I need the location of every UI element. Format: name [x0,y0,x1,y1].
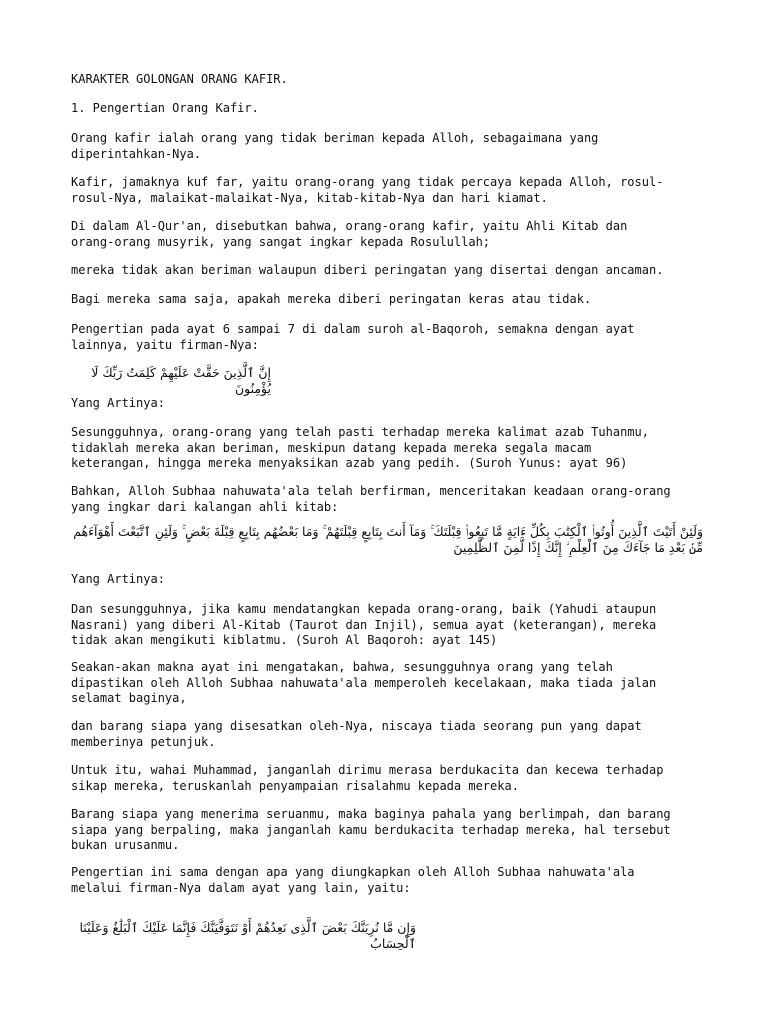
arabic-verse: إِنَّ ٱلَّذِينَ حَقَّتْ عَلَيْهِمْ كَلِمَتُ رَبِّكَ لَا يُؤْمِنُونَ [91,365,271,396]
arabic-verse: وَلَئِنْ أَتَيْتَ ٱلَّذِينَ أُوتُوا۟ ٱلْكِتَٰبَ بِكُلِّ ءَايَةٍ مَّا تَبِعُوا۟ قِبْلَتَكَ ۚ وَمَآ أَنتَ بِتَابِعٍ قِبْلَتَهُمْ ۚ وَمَا بَعْضُهُم بِتَابِعٍ قِبْلَةَ بَعْضٍ ۚ وَلَئِنِ ٱتَّبَعْتَ أَهْوَآءَهُم مِّنۢ بَعْدِ مَا جَآءَكَ مِنَ ٱلْعِلْمِ ۙ إِنَّكَ إِذًا لَّمِنَ ٱلظَّٰلِمِينَ [73,524,703,555]
paragraph: Kafir, jamaknya kuf far, yaitu orang-orang yang tidak percaya kepada Alloh, rosul- rosul-Nya, malaikat-malaikat-Nya, kitab-kitab-Nya dan hari kiamat. [71,175,664,205]
translation-label: Yang Artinya: [71,572,165,586]
paragraph: dan barang siapa yang disesatkan oleh-Nya, niscaya tiada seorang pun yang dapat memberinya petunjuk. [71,719,642,749]
paragraph: Pengertian pada ayat 6 sampai 7 di dalam suroh al-Baqoroh, semakna dengan ayat lainnya, yaitu firman-Nya: [71,322,635,352]
arabic-verse: وَإِن مَّا نُرِيَنَّكَ بَعْضَ ٱلَّذِى نَعِدُهُمْ أَوْ نَتَوَفَّيَنَّكَ فَإِنَّمَا عَلَيْكَ ٱلْبَلَٰغُ وَعَلَيْنَا ٱلْحِسَابُ [79,920,416,951]
translation-label: Yang Artinya: [71,396,165,410]
document-title: KARAKTER GOLONGAN ORANG KAFIR. [71,72,288,86]
paragraph: Sesungguhnya, orang-orang yang telah pasti terhadap mereka kalimat azab Tuhanmu, tidaklah mereka akan beriman, meskipun datang kepada mereka segala macam keterangan, hingga mereka menyaksikan azab yang pedih. (Suroh Yunus: ayat 96) [71,425,649,470]
section-heading: 1. Pengertian Orang Kafir. [71,101,259,115]
paragraph: mereka tidak akan beriman walaupun diberi peringatan yang disertai dengan ancaman. [71,263,664,277]
paragraph: Bahkan, Alloh Subhaa nahuwata'ala telah berfirman, menceritakan keadaan orang-orang yang ingkar dari kalangan ahli kitab: [71,484,671,514]
paragraph: Barang siapa yang menerima seruanmu, maka baginya pahala yang berlimpah, dan barang siapa yang berpaling, maka janganlah kamu berdukacita terhadap mereka, hal tersebut bukan urusanmu. [71,807,671,852]
paragraph: Dan sesungguhnya, jika kamu mendatangkan kepada orang-orang, baik (Yahudi ataupun Nasrani) yang diberi Al-Kitab (Taurot dan Injil), semua ayat (keterangan), mereka tidak akan mengikuti kiblatmu. (Suroh Al Baqoroh: ayat 145) [71,602,657,647]
paragraph: Di dalam Al-Qur'an, disebutkan bahwa, orang-orang kafir, yaitu Ahli Kitab dan orang-orang musyrik, yang sangat ingkar kepada Rosulullah; [71,219,628,249]
paragraph: Seakan-akan makna ayat ini mengatakan, bahwa, sesungguhnya orang yang telah dipastikan oleh Alloh Subhaa nahuwata'ala memperoleh kecelakaan, maka tiada jalan selamat baginya, [71,660,657,705]
paragraph: Bagi mereka sama saja, apakah mereka diberi peringatan keras atau tidak. [71,292,592,306]
paragraph: Untuk itu, wahai Muhammad, janganlah dirimu merasa berdukacita dan kecewa terhadap sikap mereka, teruskanlah penyampaian risalahmu kepada mereka. [71,763,664,793]
paragraph: Pengertian ini sama dengan apa yang diungkapkan oleh Alloh Subhaa nahuwata'ala melalui firman-Nya dalam ayat yang lain, yaitu: [71,865,635,895]
paragraph: Orang kafir ialah orang yang tidak beriman kepada Alloh, sebagaimana yang diperintahkan-Nya. [71,131,599,161]
